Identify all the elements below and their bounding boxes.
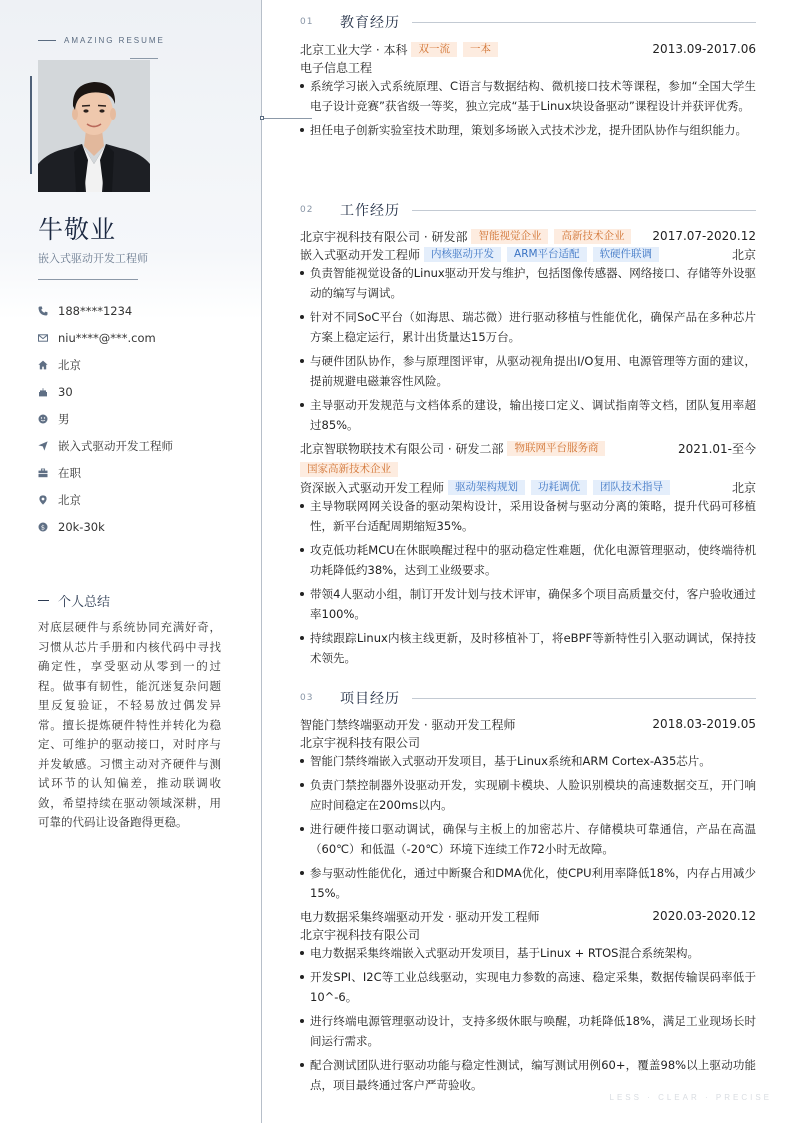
home-icon [38,360,58,370]
section-title: 项目经历 [340,691,400,707]
info-target-role [38,432,173,459]
job-company: 北京宇视科技有限公司 · 研发部 [300,229,468,244]
job-date: 2017.07-2020.12 [652,229,756,243]
company-tag: 物联网平台服务商 [507,441,605,456]
briefcase-icon [38,468,58,478]
list-item: 负责智能视觉设备的Linux驱动开发与维护，包括图像传感器、网络接口、存储等外设驱动的编写与调试。 [300,263,756,303]
info-text: niu****@***.com [58,330,156,345]
job-bullets [300,496,756,672]
list-item: 带领4人驱动小组，制订开发计划与技术评审，确保多个项目高质量交付，客户验收通过率100%。 [300,584,756,624]
profile-name: 牛敬业 [38,215,117,244]
project-date: 2020.03-2020.12 [652,909,756,923]
education-major-row [300,59,756,75]
info-text: 在职 [58,465,81,480]
list-item: 主导驱动开发规范与文档体系的建设，输出接口定义、调试指南等文档，团队复用率超过85%。 [300,395,756,435]
info-text: 北京 [58,492,81,507]
sidebar [0,0,262,1123]
summary-text: 对底层硬件与系统协同充满好奇，习惯从芯片手册和内核代码中寻找确定性，享受驱动从零到一的过程。做事有韧性，能沉迷复杂问题里反复验证，不轻易放过偶发异常。擅长提炼硬件特性并转化为稳定、可维护的驱动接口，对时序与并发敏感。习惯主动对齐硬件与测试环节的认知偏差，推动联调收敛，希望持续在驱动领域深耕，用可靠的代码让设备跑得更稳。 [38,620,221,829]
section-education-heading [300,12,756,32]
list-item: 配合测试团队进行驱动功能与稳定性测试，编写测试用例60+，覆盖98%以上驱动功能点，项目最终通过客户严苛验收。 [300,1055,756,1095]
job-role: 资深嵌入式驱动开发工程师 [300,480,445,495]
section-rule [412,698,756,699]
section-number: 03 [300,693,314,703]
money-icon [38,522,58,532]
job-role: 嵌入式驱动开发工程师 [300,247,421,262]
education-major: 电子信息工程 [300,60,373,75]
photo-accent-bar [30,76,32,174]
project-org: 北京宇视科技有限公司 [300,735,421,750]
photo-accent-line [130,58,158,59]
company-tag: 高新技术企业 [554,229,631,244]
list-item: 开发SPI、I2C等工业总线驱动，实现电力参数的高速、稳定采集，数据传输误码率低于10^-6。 [300,967,756,1007]
info-text: 30 [58,384,73,399]
info-status [38,459,173,486]
project-date: 2018.03-2019.05 [652,717,756,731]
profile-divider [38,279,138,280]
photo-connector-dot [260,116,264,120]
project-title-row [300,716,756,732]
project-bullets [300,751,756,907]
list-item: 系统学习嵌入式系统原理、C语言与数据结构、微机接口技术等课程，参加“全国大学生电子设计竞赛”获省级一等奖，独立完成“基于Linux块设备驱动”课程设计并获评优秀。 [300,76,756,116]
section-work-heading [300,200,756,220]
photo-frame [30,58,158,194]
list-item: 参与驱动性能优化，通过中断聚合和DMA优化，使CPU利用率降低18%，内存占用减少15%。 [300,863,756,903]
education-school: 北京工业大学 · 本科 [300,42,408,57]
project-title: 电力数据采集终端驱动开发 · 驱动开发工程师 [300,909,540,924]
info-text: 嵌入式驱动开发工程师 [58,438,173,453]
project-bullets [300,943,756,1099]
cake-icon [38,387,58,397]
info-text: 20k-30k [58,519,105,534]
project-title: 智能门禁终端驱动开发 · 驱动开发工程师 [300,717,516,732]
section-number: 01 [300,17,314,27]
info-salary [38,513,173,540]
list-item: 持续跟踪Linux内核主线更新，及时移植补丁，将eBPF等新特性引入驱动调试，保持技术领先。 [300,628,756,668]
skill-tag: 软硬件联调 [593,247,660,262]
education-tag: 一本 [463,42,498,57]
skill-tag: 内核驱动开发 [424,247,501,262]
job-company-tag-row [300,461,756,477]
svg-text:$: $ [40,522,46,531]
section-number: 02 [300,205,314,215]
company-tag: 智能视觉企业 [471,229,548,244]
info-age [38,378,173,405]
brand-line [38,36,165,45]
list-item: 与硬件团队协作，参与原理图评审，从驱动视角提出I/O复用、电源管理等方面的建议，提前规避电磁兼容性风险。 [300,351,756,391]
info-text: 188****1234 [58,303,133,318]
summary-heading [38,591,110,610]
education-tag: 双一流 [411,42,457,57]
list-item: 进行终端电源管理驱动设计，支持多级休眠与唤醒，功耗降低18%，满足工业现场长时间运行需求。 [300,1011,756,1051]
skill-tag: 功耗调优 [531,480,587,495]
avatar [38,60,150,192]
job-role-row [300,246,756,262]
info-location [38,486,173,513]
list-item: 担任电子创新实验室技术助理，策划多场嵌入式技术沙龙，提升团队协作与组织能力。 [300,120,756,140]
contact-info-list [38,297,173,540]
project-org-row [300,926,756,942]
section-rule [412,210,756,211]
summary-dash [38,600,49,601]
profile-job-title: 嵌入式驱动开发工程师 [38,252,148,265]
skill-tag: ARM平台适配 [507,247,587,262]
project-org-row [300,734,756,750]
section-title: 工作经历 [340,203,400,219]
info-text: 北京 [58,357,81,372]
footer-watermark: LESS · CLEAR · PRECISE [609,1093,772,1102]
phone-icon [38,306,58,316]
info-email [38,324,173,351]
location-pin-icon [38,495,58,505]
list-item: 负责门禁控制器外设驱动开发，实现刷卡模块、人脸识别模块的高速数据交互，开门响应时间稳定在200ms以内。 [300,775,756,815]
section-projects-heading [300,688,756,708]
company-tag: 国家高新技术企业 [300,462,398,477]
list-item: 智能门禁终端嵌入式驱动开发项目，基于Linux系统和ARM Cortex-A35芯片。 [300,751,756,771]
info-phone [38,297,173,324]
job-role-row [300,479,756,495]
job-city: 北京 [731,247,756,262]
mail-icon [38,333,58,343]
info-text: 男 [58,411,70,426]
brand-dash [38,40,56,41]
education-date: 2013.09-2017.06 [652,42,756,56]
job-company: 北京智联物联技术有限公司 · 研发二部 [300,441,504,456]
job-bullets [300,263,756,439]
education-school-row [300,41,756,57]
list-item: 针对不同SoC平台（如海思、瑞芯微）进行驱动移植与性能优化，确保产品在多种芯片方案上稳定运行，累计出货量达15万台。 [300,307,756,347]
list-item: 电力数据采集终端嵌入式驱动开发项目，基于Linux + RTOS混合系统架构。 [300,943,756,963]
list-item: 进行硬件接口驱动调试，确保与主板上的加密芯片、存储模块可靠通信，产品在高温（60℃）和低温（-20℃）环境下连续工作72小时无故障。 [300,819,756,859]
info-gender [38,405,173,432]
skill-tag: 团队技术指导 [593,480,670,495]
avatar-portrait-icon [38,60,150,192]
skill-tag: 驱动架构规划 [448,480,525,495]
project-org: 北京宇视科技有限公司 [300,927,421,942]
summary-heading-label: 个人总结 [58,595,111,610]
education-bullets [300,76,756,144]
brand-label: AMAZING RESUME [64,36,165,45]
list-item: 攻克低功耗MCU在休眠唤醒过程中的驱动稳定性难题，优化电源管理驱动，使终端待机功耗降低约38%，达到工业级要求。 [300,540,756,580]
section-rule [412,22,756,23]
project-title-row [300,908,756,924]
info-home [38,351,173,378]
send-icon [38,441,58,451]
job-city: 北京 [731,480,756,495]
job-company-row [300,440,756,456]
section-title: 教育经历 [340,15,400,31]
job-date: 2021.01-至今 [678,441,756,456]
list-item: 主导物联网网关设备的驱动架构设计，采用设备树与驱动分离的策略，提升代码可移植性，新平台适配周期缩短35%。 [300,496,756,536]
job-company-row [300,228,756,244]
smile-icon [38,414,58,424]
